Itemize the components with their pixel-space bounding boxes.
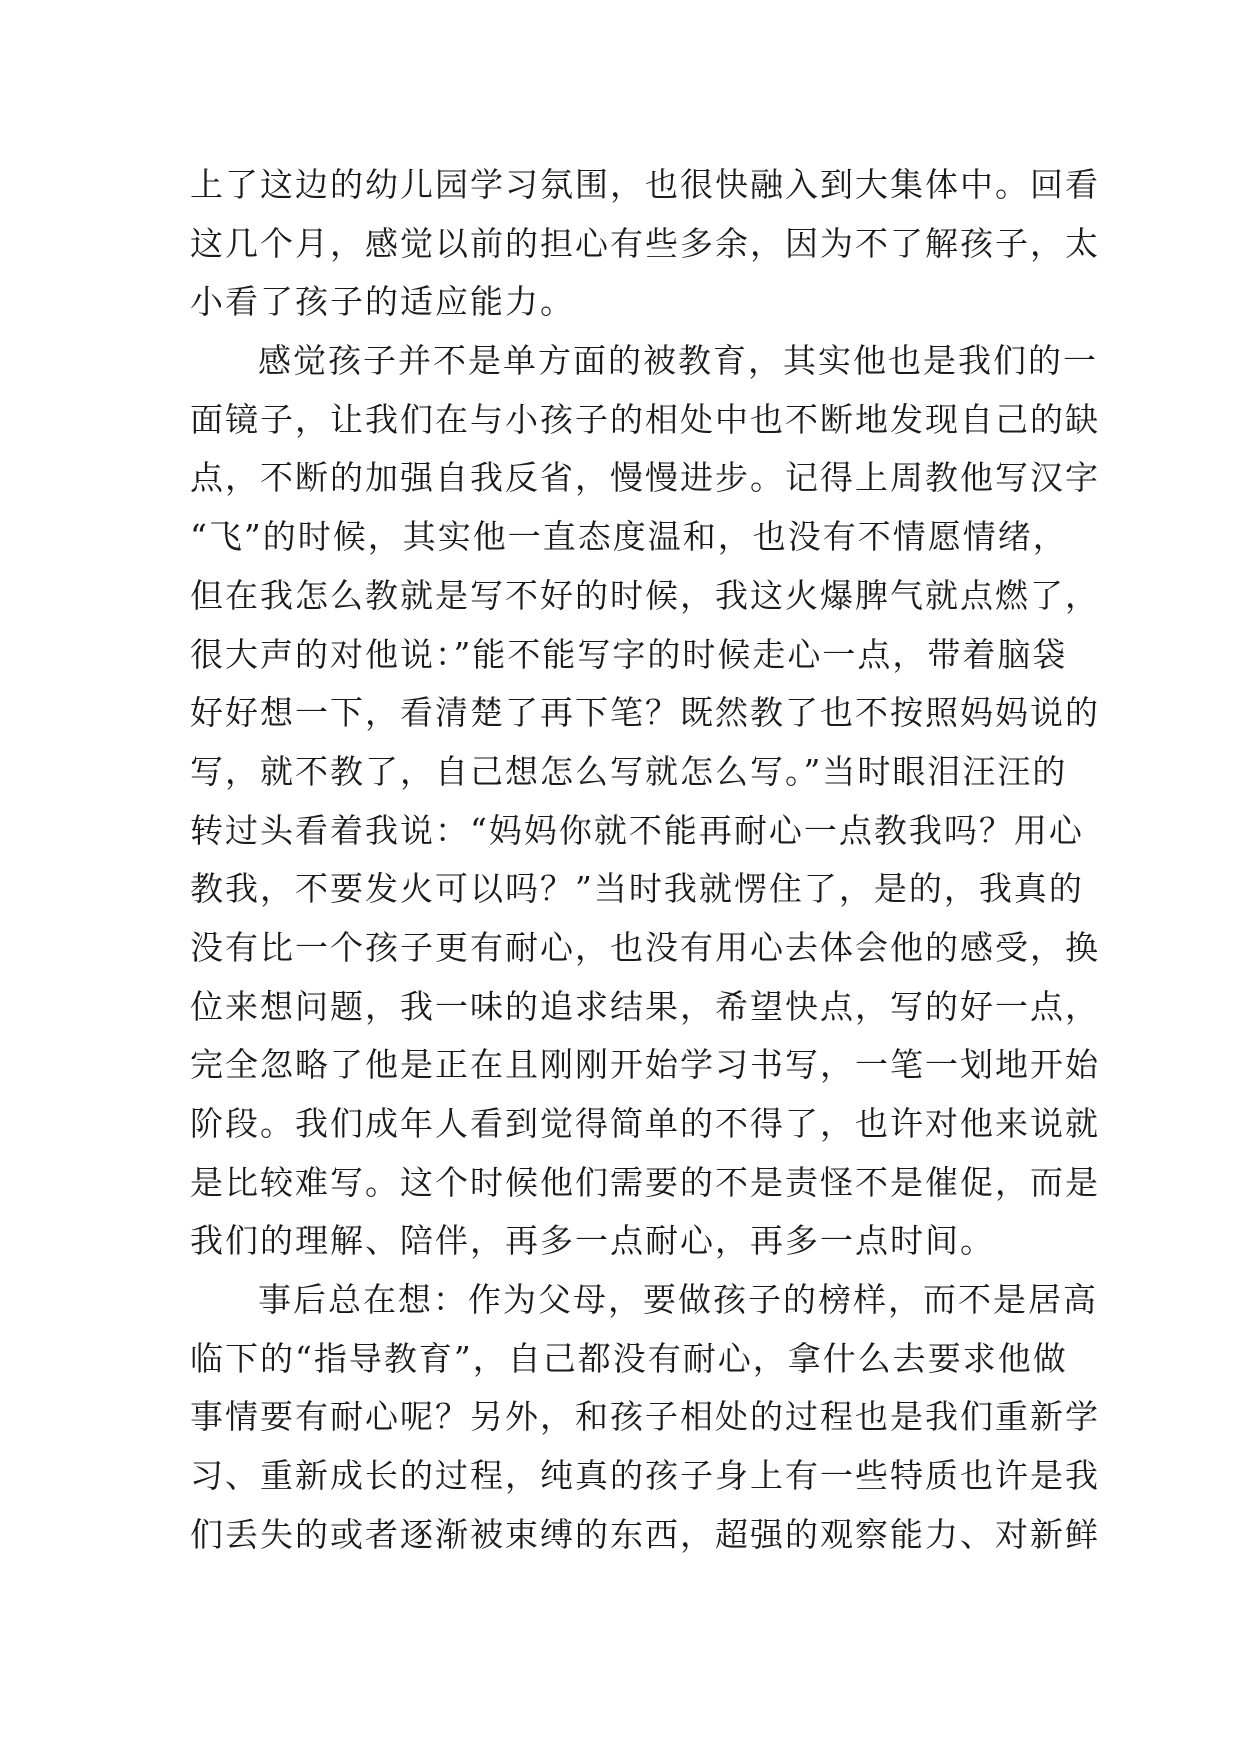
text-line: 上了这边的幼儿园学习氛围，也很快融入到大集体中。回看 — [190, 165, 1100, 204]
text-line: 我们的理解、陪伴，再多一点耐心，再多一点时间。 — [190, 1221, 995, 1261]
text-line: 这几个月，感觉以前的担心有些多余，因为不了解孩子，太 — [190, 223, 1100, 263]
text-line: 临下的“指导教育”，自己都没有耐心，拿什么去要求他做 — [190, 1338, 1068, 1378]
text-line: 小看了孩子的适应能力。 — [190, 282, 575, 322]
text-line: 写，就不教了，自己想怎么写就怎么写。”当时眼泪汪汪的 — [190, 751, 1068, 791]
document-body — [190, 156, 1100, 1565]
text-line: 好好想一下，看清楚了再下笔？既然教了也不按照妈妈说的 — [190, 693, 1100, 733]
text-line: 习、重新成长的过程，纯真的孩子身上有一些特质也许是我 — [190, 1456, 1100, 1496]
text-line: 阶段。我们成年人看到觉得简单的不得了，也许对他来说就 — [190, 1104, 1100, 1143]
text-line: 面镜子，让我们在与小孩子的相处中也不断地发现自己的缺 — [190, 399, 1100, 439]
text-line: 事情要有耐心呢？另外，和孩子相处的过程也是我们重新学 — [190, 1397, 1100, 1437]
text-line: 们丢失的或者逐渐被束缚的东西，超强的观察能力、对新鲜 — [190, 1514, 1100, 1554]
text-line: 点，不断的加强自我反省，慢慢进步。记得上周教他写汉字 — [190, 458, 1100, 498]
text-line: 没有比一个孩子更有耐心，也没有用心去体会他的感受，换 — [190, 927, 1100, 967]
text-line: 完全忽略了他是正在且刚刚开始学习书写，一笔一划地开始 — [190, 1045, 1100, 1085]
text-line: 教我，不要发火可以吗？”当时我就愣住了，是的，我真的 — [190, 869, 1084, 909]
text-line: 位来想问题，我一味的追求结果，希望快点，写的好一点， — [190, 986, 1100, 1026]
text-line: 转过头看着我说：“妈妈你就不能再耐心一点教我吗？用心 — [190, 810, 1084, 850]
text-line: “飞”的时候，其实他一直态度温和，也没有不情愿情绪， — [190, 517, 1068, 557]
text-line: 感觉孩子并不是单方面的被教育，其实他也是我们的一 — [258, 341, 1098, 381]
text-line: 很大声的对他说：”能不能写字的时候走心一点，带着脑袋 — [190, 634, 1068, 674]
text-line: 但在我怎么教就是写不好的时候，我这火爆脾气就点燃了， — [190, 575, 1100, 615]
text-line: 事后总在想：作为父母，要做孩子的榜样，而不是居高 — [258, 1280, 1098, 1320]
text-line: 是比较难写。这个时候他们需要的不是责怪不是催促，而是 — [190, 1162, 1100, 1202]
